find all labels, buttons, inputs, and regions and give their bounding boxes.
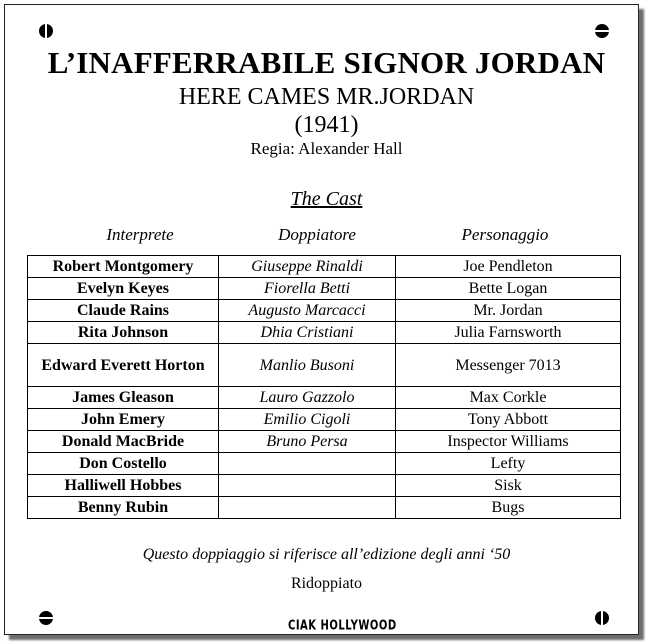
- director-credit: Regia: Alexander Hall: [250, 139, 403, 158]
- dubber-cell: Fiorella Betti: [219, 278, 396, 300]
- actor-cell: Edward Everett Horton: [28, 344, 219, 387]
- table-row: [28, 497, 621, 519]
- actor-cell: Rita Johnson: [28, 322, 219, 344]
- actor-cell: Benny Rubin: [28, 497, 219, 519]
- character-cell: Lefty: [396, 453, 621, 475]
- table-row: [28, 300, 621, 322]
- character-cell: Max Corkle: [396, 387, 621, 409]
- table-row: [28, 475, 621, 497]
- actor-cell: Evelyn Keyes: [28, 278, 219, 300]
- actor-cell: John Emery: [28, 409, 219, 431]
- redub-note: Ridoppiato: [290, 575, 363, 592]
- actor-cell: Halliwell Hobbes: [28, 475, 219, 497]
- actor-cell: Claude Rains: [28, 300, 219, 322]
- character-cell: Bette Logan: [396, 278, 621, 300]
- screw-icon: [39, 24, 53, 38]
- dubber-cell: Giuseppe Rinaldi: [219, 256, 396, 278]
- dubber-cell: Augusto Marcacci: [219, 300, 396, 322]
- actor-cell: Don Costello: [28, 453, 219, 475]
- screw-icon: [595, 611, 609, 625]
- table-row: [28, 431, 621, 453]
- table-row: [28, 278, 621, 300]
- dubber-cell: [219, 453, 396, 475]
- character-cell: Tony Abbott: [396, 409, 621, 431]
- table-row: [28, 322, 621, 344]
- cast-heading: The Cast: [290, 188, 363, 210]
- screw-icon: [595, 24, 609, 38]
- dubber-cell: Manlio Busoni: [219, 344, 396, 387]
- dubber-cell: [219, 475, 396, 497]
- dubber-cell: Dhia Cristiani: [219, 322, 396, 344]
- dubber-cell: Lauro Gazzolo: [219, 387, 396, 409]
- actor-cell: James Gleason: [28, 387, 219, 409]
- dubber-cell: Bruno Persa: [219, 431, 396, 453]
- character-cell: Bugs: [396, 497, 621, 519]
- dubber-cell: [219, 497, 396, 519]
- screw-icon: [39, 611, 53, 625]
- column-header-character: Personaggio: [461, 225, 549, 244]
- character-cell: Inspector Williams: [396, 431, 621, 453]
- character-cell: Sisk: [396, 475, 621, 497]
- character-cell: Mr. Jordan: [396, 300, 621, 322]
- release-year: (1941): [294, 112, 359, 138]
- character-cell: Julia Farnsworth: [396, 322, 621, 344]
- cast-card: [4, 4, 639, 635]
- column-header-dubber: Doppiatore: [278, 225, 356, 244]
- original-title: HERE CAMES MR.JORDAN: [178, 84, 475, 110]
- dubbing-note: Questo doppiaggio si riferisce all’edizione degli anni ‘50: [142, 546, 511, 563]
- cast-table: [27, 255, 621, 519]
- ciak-hollywood-logo: CIAK HOLLYWOOD: [288, 619, 397, 634]
- column-header-actor: Interprete: [106, 225, 174, 244]
- dubber-cell: Emilio Cigoli: [219, 409, 396, 431]
- character-cell: Messenger 7013: [396, 344, 621, 387]
- actor-cell: Robert Montgomery: [28, 256, 219, 278]
- table-row: [28, 387, 621, 409]
- page-title: L’INAFFERRABILE SIGNOR JORDAN: [47, 45, 606, 80]
- table-row: [28, 344, 621, 387]
- table-row: [28, 256, 621, 278]
- actor-cell: Donald MacBride: [28, 431, 219, 453]
- character-cell: Joe Pendleton: [396, 256, 621, 278]
- table-row: [28, 409, 621, 431]
- table-row: [28, 453, 621, 475]
